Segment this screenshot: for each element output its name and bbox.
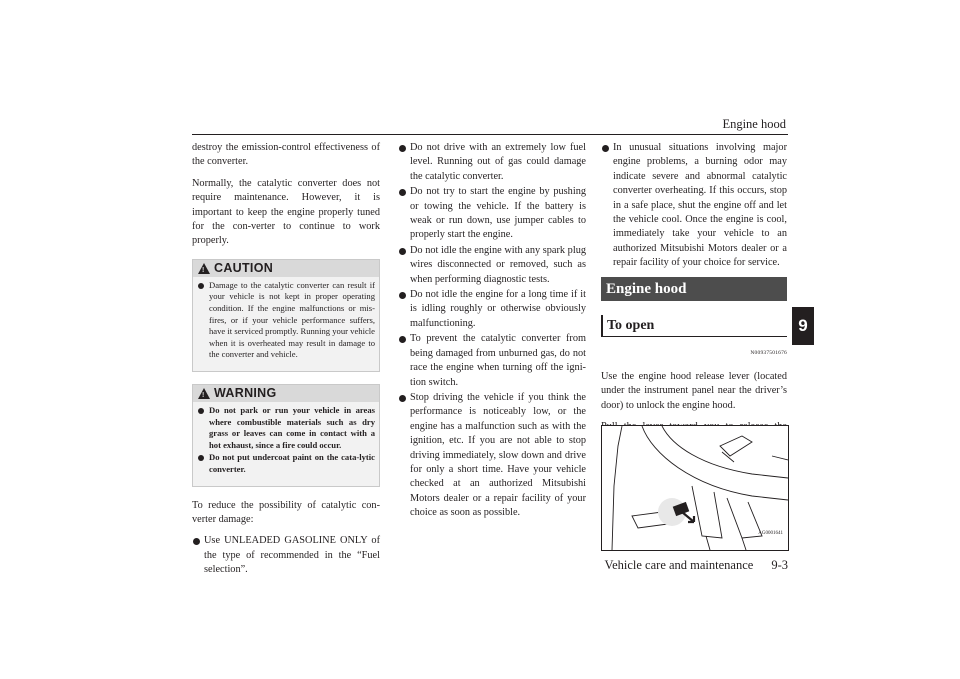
reference-number: N00937501676 [750,349,787,356]
warning-box [192,384,380,487]
page-number: 9-3 [771,558,788,572]
caution-body [193,277,379,371]
column-3 [601,141,787,456]
running-header-title: Engine hood [722,117,786,131]
list-item: Use UNLEADED GASOLINE ONLY of the type of recommended in the “Fuel selection”. [192,534,380,577]
column-1 [192,141,380,584]
list-item: Do not try to start the engine by pushing or towing the vehicle. If the battery is weak or run down, use jumper cables to properly start the engine. [398,185,586,243]
caution-item: Damage to the catalytic converter can result if your vehicle is not kept in proper operating condition. If the engine malfunctions or mis-fires, or if your vehicle performance suffers, have it serviced promptly. Running your vehicle when it is overheated may result in damage to the converter and vehicle. [197,280,375,361]
warning-triangle-icon [198,388,210,399]
footer-section: Vehicle care and maintenance [604,558,754,572]
paragraph: destroy the emission-control effectiveness of the converter. [192,142,380,168]
warning-header [193,385,379,402]
caution-box [192,259,380,372]
caution-header [193,260,379,277]
list-item: Stop driving the vehicle if you think the performance is noticeably low, or the engine has a malfunction such as with the ignition, etc. If you are not able to stop driving immediately, slow down and drive for only a short time. Have your vehicle checked at an authorized Mitsubishi Motors dealer or a repair facility of your choice as soon as possible. [398,391,586,521]
paragraph: Normally, the catalytic converter does not require maintenance. However, it is important to keep the engine properly tuned for the con-verter to continue to work properly. [192,177,380,247]
warning-body [193,402,379,486]
column-2 [398,141,586,527]
caution-label: CAUTION [214,261,274,276]
page-footer [604,558,788,573]
paragraph: Use the engine hood release lever (located under the instrument panel near the driver’s door) to unlock the engine hood. [601,371,787,411]
list-item: Do not idle the engine for a long time if it is idling roughly or otherwise obviously malfunctioning. [398,288,586,331]
list-item: In unusual situations involving major engine problems, a burning odor may indicate severe and abnormal catalytic converter overheating. If this occurs, stop in a safe place, shut the engine off and let the vehicle cool. Once the engine is cool, immediately take your vehicle to an authorized Mitsubishi Motors dealer or a repair facility of your choice for service. [601,141,787,271]
figure-code: AG0001641 [758,531,783,536]
subsection-heading: To open [601,315,787,337]
section-tab: 9 [792,307,814,345]
section-heading: Engine hood [601,277,787,301]
list-item: To prevent the catalytic converter from being damaged from unburned gas, do not race the engine when turning off the igni-tion switch. [398,332,586,390]
list-item: Do not drive with an extremely low fuel level. Running out of gas could damage the catalytic converter. [398,141,586,184]
header-rule [192,134,788,135]
warning-item: Do not put undercoat paint on the cata-lytic converter. [197,452,375,475]
paragraph: To reduce the possibility of catalytic con-verter damage: [192,499,380,525]
warning-item: Do not park or run your vehicle in areas where combustible materials such as dry grass or leaves can come in contact with a hot exhaust, since a fire could occur. [197,405,375,451]
warning-label: WARNING [214,386,277,401]
list-item: Do not idle the engine with any spark plug wires disconnected or removed, such as when performing diagnostic tests. [398,244,586,287]
warning-triangle-icon [198,263,210,274]
hood-release-lever-illustration [601,425,789,551]
